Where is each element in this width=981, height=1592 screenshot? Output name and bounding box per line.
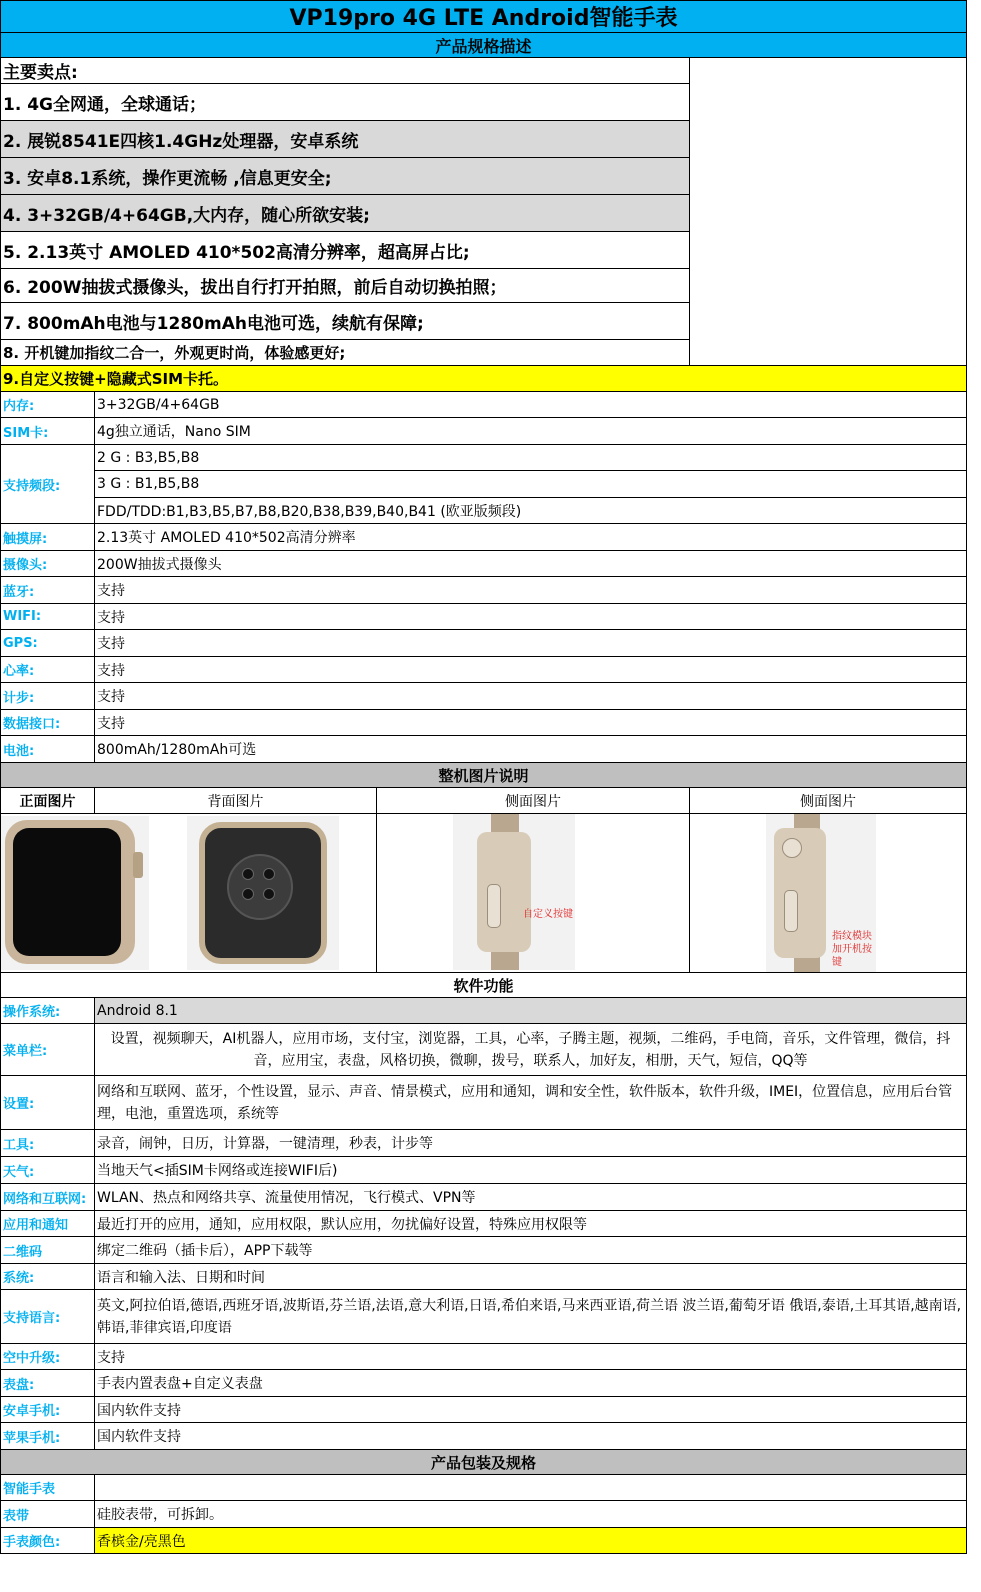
image-label-back: 背面图片: [95, 788, 377, 814]
spec-value-band-2g: 2 G : B3,B5,B8: [95, 445, 967, 471]
spec-value-heart: 支持: [95, 657, 967, 683]
sw-value-apps: 最近打开的应用，通知，应用权限，默认应用，勿扰偏好设置，特殊应用权限等: [95, 1211, 967, 1237]
spec-value-sim: 4g独立通话，Nano SIM: [95, 418, 967, 445]
sw-value-ota: 支持: [95, 1344, 967, 1370]
sw-value-system: 语言和输入法、日期和时间: [95, 1264, 967, 1290]
sw-label-tools: 工具:: [1, 1130, 95, 1157]
spec-value-steps: 支持: [95, 683, 967, 710]
pkg-label-watch: 智能手表: [1, 1475, 95, 1501]
key-point-8: 8. 开机键加指纹二合一，外观更时尚，体验感更好;: [1, 340, 690, 366]
annotation-fingerprint-key: 指纹模块加开机按键: [832, 931, 872, 968]
spec-label-steps: 计步:: [1, 683, 95, 710]
spec-label-port: 数据接口:: [1, 710, 95, 736]
sw-value-network: WLAN、热点和网络共享、流量使用情况，飞行模式、VPN等: [95, 1184, 967, 1211]
watch-front-photo: [1, 816, 149, 970]
sw-label-system: 系统:: [1, 1264, 95, 1290]
image-label-front: 正面图片: [1, 788, 95, 814]
spec-value-band-3g: 3 G : B1,B5,B8: [95, 471, 967, 498]
section-package: 产品包装及规格: [1, 1450, 967, 1475]
spec-value-memory: 3+32GB/4+64GB: [95, 392, 967, 418]
spec-label-camera: 摄像头:: [1, 551, 95, 577]
sw-value-qrcode: 绑定二维码（插卡后），APP下载等: [95, 1237, 967, 1264]
key-point-6: 6. 200W抽拔式摄像头，拔出自行打开拍照，前后自动切换拍照；: [1, 269, 690, 303]
sw-value-os: Android 8.1: [95, 998, 967, 1024]
key-point-9: 9.自定义按键+隐藏式SIM卡托。: [1, 366, 967, 392]
spec-label-touch: 触摸屏:: [1, 524, 95, 551]
spec-label-wifi: WIFI:: [1, 604, 95, 630]
sw-label-weather: 天气:: [1, 1157, 95, 1184]
spec-value-band-lte: FDD/TDD:B1,B3,B5,B7,B8,B20,B38,B39,B40,B41 (欧亚版频段): [95, 498, 967, 524]
annotation-custom-key: 自定义按键: [523, 909, 573, 920]
key-points-heading: 主要卖点:: [1, 58, 690, 84]
sw-label-settings: 设置:: [1, 1076, 95, 1130]
sw-value-settings: 网络和互联网、蓝牙，个性设置，显示、声音、情景模式，应用和通知，调和安全性，软件版本，软件升级，IMEI，位置信息，应用后台管理，电池，重置选项，系统等: [95, 1076, 967, 1130]
pkg-value-watch: [95, 1475, 967, 1501]
pkg-value-color: 香槟金/亮黑色: [95, 1528, 967, 1554]
spec-value-touch: 2.13英寸 AMOLED 410*502高清分辨率: [95, 524, 967, 551]
page-title: VP19pro 4G LTE Android智能手表: [1, 1, 967, 33]
sw-value-weather: 当地天气<插SIM卡网络或连接WIFI后): [95, 1157, 967, 1184]
spec-value-camera: 200W抽拔式摄像头: [95, 551, 967, 577]
page-subtitle: 产品规格描述: [1, 33, 967, 58]
sw-label-android: 安卓手机:: [1, 1397, 95, 1423]
sw-value-android: 国内软件支持: [95, 1397, 967, 1423]
key-point-2: 2. 展锐8541E四核1.4GHz处理器，安卓系统: [1, 121, 690, 158]
pkg-label-color: 手表颜色:: [1, 1528, 95, 1554]
image-label-side-2: 侧面图片: [690, 788, 967, 814]
image-label-side-1: 侧面图片: [377, 788, 690, 814]
sw-label-qrcode: 二维码: [1, 1237, 95, 1264]
spec-label-gps: GPS:: [1, 630, 95, 657]
spec-label-bands: 支持频段:: [1, 445, 95, 524]
key-point-4: 4. 3+32GB/4+64GB,大内存，随心所欲安装;: [1, 195, 690, 232]
image-cell-side-1: [377, 814, 690, 973]
section-images: 整机图片说明: [1, 763, 967, 788]
key-point-5: 5. 2.13英寸 AMOLED 410*502高清分辨率，超高屏占比;: [1, 232, 690, 269]
sw-label-os: 操作系统:: [1, 998, 95, 1024]
key-point-7: 7. 800mAh电池与1280mAh电池可选，续航有保障;: [1, 303, 690, 340]
pkg-label-strap: 表带: [1, 1501, 95, 1528]
spec-label-heart: 心率:: [1, 657, 95, 683]
sw-value-iphone: 国内软件支持: [95, 1423, 967, 1450]
key-points-blank: [690, 58, 967, 366]
spec-label-sim: SIM卡:: [1, 418, 95, 445]
section-software: 软件功能: [1, 973, 967, 998]
sw-value-menu: 设置，视频聊天，AI机器人，应用市场，支付宝，浏览器，工具，心率，子腾主题，视频，二维码，手电筒，音乐，文件管理，微信，抖音，应用宝，表盘，风格切换，微聊，拨号，联系人，加好友，相册，天气，短信，QQ等: [95, 1024, 967, 1076]
sw-label-network: 网络和互联网:: [1, 1184, 95, 1211]
spec-value-gps: 支持: [95, 630, 967, 657]
spec-label-bluetooth: 蓝牙:: [1, 577, 95, 604]
pkg-value-strap: 硅胶表带，可拆卸。: [95, 1501, 967, 1528]
sw-value-dial: 手表内置表盘+自定义表盘: [95, 1370, 967, 1397]
spec-value-wifi: 支持: [95, 604, 967, 630]
spec-value-bluetooth: 支持: [95, 577, 967, 604]
watch-back-photo: [187, 816, 339, 970]
image-cell-front-back: [1, 814, 377, 973]
watch-side-photo-2: [766, 814, 876, 973]
spec-label-battery: 电池:: [1, 736, 95, 763]
sw-label-dial: 表盘:: [1, 1370, 95, 1397]
sw-value-languages: 英文,阿拉伯语,德语,西班牙语,波斯语,芬兰语,法语,意大利语,日语,希伯来语,马来西亚语,荷兰语 波兰语,葡萄牙语 俄语,泰语,土耳其语,越南语,韩语,菲律宾语,印度语: [95, 1290, 967, 1344]
spec-value-battery: 800mAh/1280mAh可选: [95, 736, 967, 763]
watch-side-photo-1: [453, 814, 575, 970]
sw-label-menu: 菜单栏:: [1, 1024, 95, 1076]
sw-label-languages: 支持语言:: [1, 1290, 95, 1344]
spec-label-memory: 内存:: [1, 392, 95, 418]
sw-value-tools: 录音，闹钟，日历，计算器，一键清理，秒表，计步等: [95, 1130, 967, 1157]
sw-label-iphone: 苹果手机:: [1, 1423, 95, 1450]
spec-value-port: 支持: [95, 710, 967, 736]
key-point-1: 1. 4G全网通，全球通话；: [1, 84, 690, 121]
image-cell-side-2: [690, 814, 967, 973]
sw-label-apps: 应用和通知: [1, 1211, 95, 1237]
key-point-3: 3. 安卓8.1系统，操作更流畅 ,信息更安全;: [1, 158, 690, 195]
sw-label-ota: 空中升级:: [1, 1344, 95, 1370]
